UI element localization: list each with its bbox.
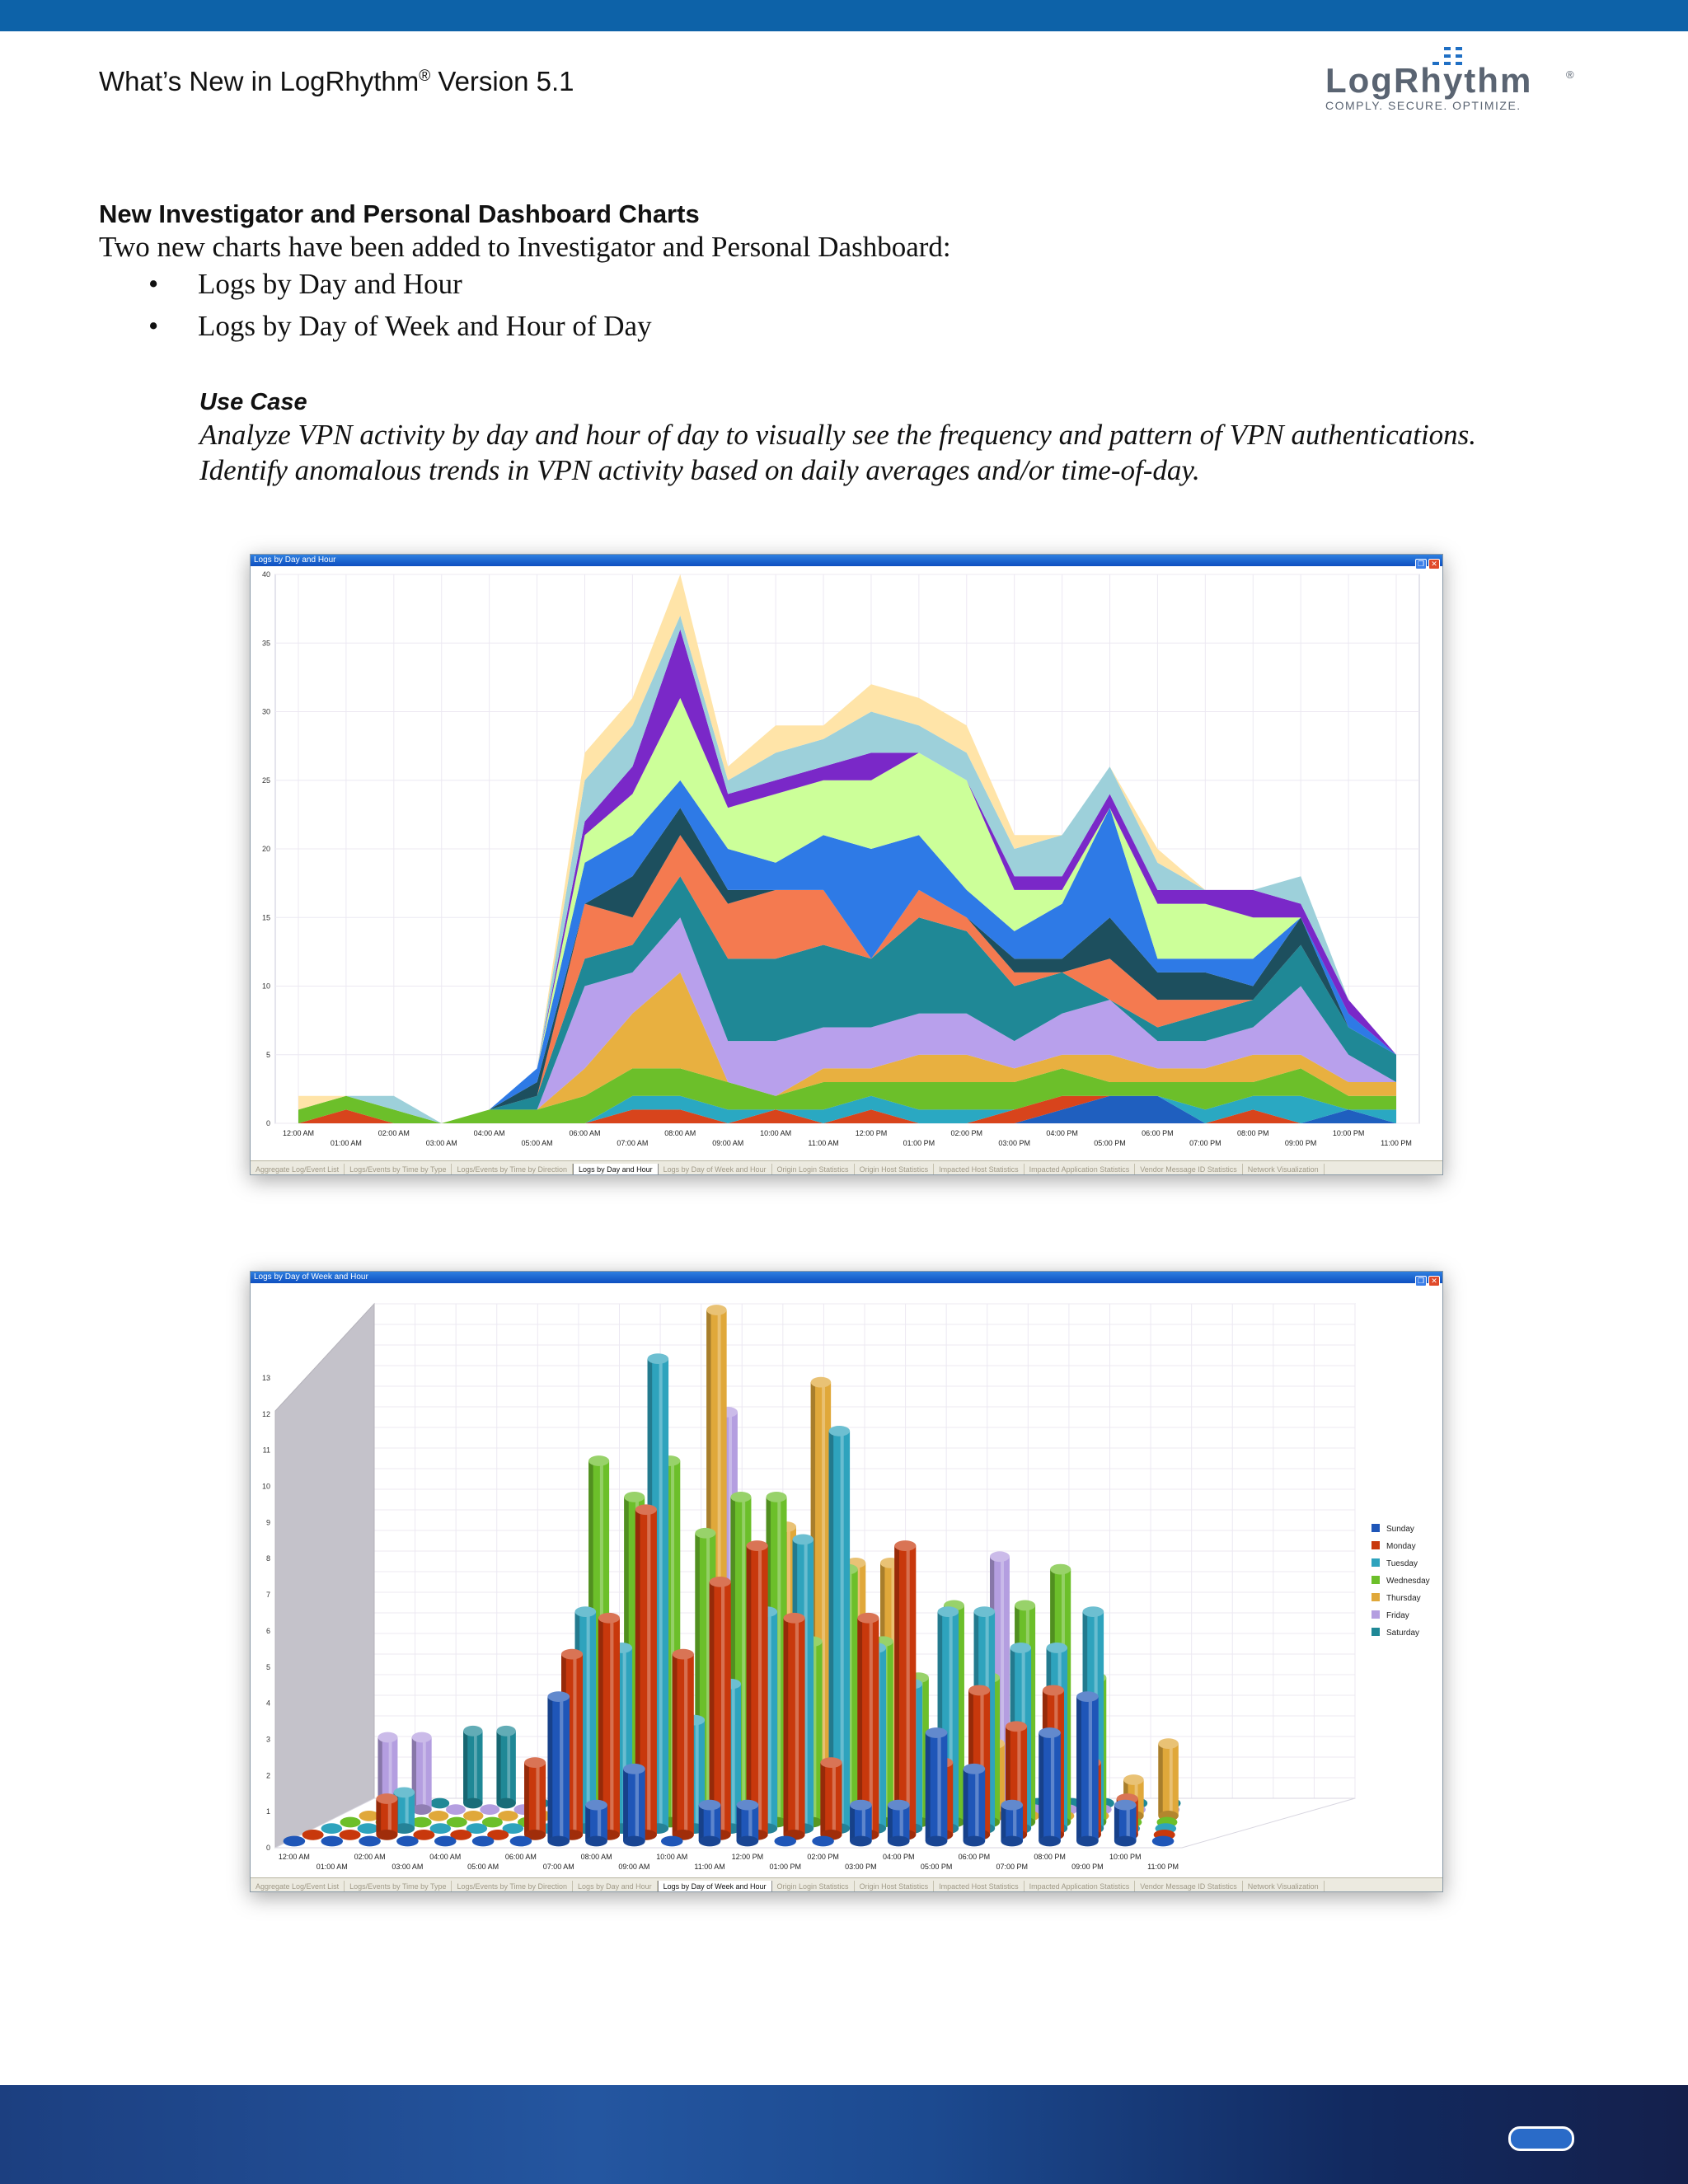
- cylinder-bar-sunday: [510, 1836, 532, 1847]
- cylinder-bar-sunday: [1076, 1691, 1099, 1846]
- header-version: Version 5.1: [430, 66, 574, 96]
- use-case-description-line: Analyze VPN activity by day and hour of day to visually see the frequency and pattern of VPN authentications.: [199, 419, 1477, 451]
- pill-decoration-icon: [1508, 2126, 1574, 2151]
- logo-wordmark: LogRhythm: [1325, 61, 1533, 100]
- x-tick-label: 04:00 PM: [1046, 1129, 1078, 1137]
- x-tick-label: 03:00 PM: [998, 1139, 1030, 1147]
- x-tick-label: 02:00 AM: [377, 1129, 410, 1137]
- tab-origin-login-statistics[interactable]: Origin Login Statistics: [772, 1164, 855, 1174]
- legend-swatch: [1372, 1628, 1380, 1636]
- tab-impacted-host-statistics[interactable]: Impacted Host Statistics: [934, 1881, 1025, 1891]
- legend-swatch: [1372, 1524, 1380, 1532]
- cylinder-bar-sunday: [964, 1764, 986, 1846]
- bullet-text: Logs by Day of Week and Hour of Day: [198, 310, 652, 342]
- tab-impacted-host-statistics[interactable]: Impacted Host Statistics: [934, 1164, 1025, 1174]
- restore-icon[interactable]: ❐: [1415, 1276, 1427, 1286]
- x-tick-label: 08:00 AM: [664, 1129, 696, 1137]
- tab-origin-login-statistics[interactable]: Origin Login Statistics: [772, 1881, 855, 1891]
- x-tick-label: 05:00 PM: [1094, 1139, 1126, 1147]
- x-tick-label: 02:00 PM: [807, 1853, 839, 1861]
- cylinder-bar-sunday: [396, 1836, 419, 1847]
- x-tick-label: 12:00 AM: [282, 1129, 315, 1137]
- y-tick-label: 1: [265, 1807, 270, 1816]
- x-tick-label: 01:00 AM: [330, 1139, 362, 1147]
- cylinder-bar-monday: [747, 1540, 768, 1840]
- cylinder-bar-friday: [446, 1804, 466, 1815]
- x-tick-label: 12:00 PM: [855, 1129, 888, 1137]
- logs-by-day-of-week-and-hour-window: [250, 1271, 1443, 1892]
- tab-logs-by-day-of-week-and-hour[interactable]: Logs by Day of Week and Hour: [658, 1881, 772, 1891]
- top-banner: [0, 0, 1688, 31]
- x-tick-label: 03:00 PM: [845, 1863, 877, 1871]
- cylinder-bar-monday: [524, 1757, 546, 1840]
- x-tick-label: 11:00 AM: [694, 1863, 725, 1871]
- close-icon[interactable]: ✕: [1428, 559, 1440, 569]
- tab-vendor-message-id-statistics[interactable]: Vendor Message ID Statistics: [1135, 1881, 1243, 1891]
- tab-network-visualization[interactable]: Network Visualization: [1243, 1164, 1325, 1174]
- tab-logs-events-by-time-by-direction[interactable]: Logs/Events by Time by Direction: [452, 1881, 573, 1891]
- legend-swatch: [1372, 1593, 1380, 1601]
- cylinder-bar-friday: [412, 1732, 432, 1815]
- y-tick-label: 40: [261, 570, 270, 579]
- y-tick-label: 10: [261, 982, 270, 991]
- legend-swatch: [1372, 1558, 1380, 1567]
- logrhythm-logo: [1319, 45, 1582, 120]
- cylinder-bar-sunday: [359, 1836, 381, 1847]
- x-tick-label: 04:00 AM: [429, 1853, 462, 1861]
- cylinder-bar-thursday: [429, 1811, 448, 1821]
- window-titlebar: [251, 555, 1442, 566]
- cylinder-bar-sunday: [737, 1800, 759, 1847]
- y-tick-label: 0: [265, 1119, 270, 1127]
- tab-aggregate-log-event-list[interactable]: Aggregate Log/Event List: [251, 1164, 345, 1174]
- cylinder-bar-wednesday: [340, 1817, 361, 1828]
- y-tick-label: 13: [261, 1374, 270, 1382]
- x-tick-label: 03:00 AM: [392, 1863, 424, 1871]
- cylinder-bar-monday: [820, 1757, 842, 1840]
- x-tick-label: 12:00 AM: [278, 1853, 310, 1861]
- x-tick-label: 01:00 PM: [903, 1139, 935, 1147]
- x-tick-label: 08:00 PM: [1034, 1853, 1066, 1861]
- y-tick-label: 0: [265, 1844, 270, 1852]
- x-tick-label: 05:00 AM: [521, 1139, 553, 1147]
- use-case-title: Use Case: [199, 389, 307, 415]
- y-tick-label: 5: [265, 1662, 270, 1671]
- tab-logs-events-by-time-by-type[interactable]: Logs/Events by Time by Type: [345, 1164, 452, 1174]
- y-tick-label: 10: [261, 1482, 270, 1491]
- cylinder-bar-wednesday: [447, 1817, 467, 1828]
- x-tick-label: 06:00 AM: [569, 1129, 601, 1137]
- x-tick-label: 08:00 PM: [1236, 1129, 1269, 1137]
- y-tick-label: 15: [261, 913, 270, 922]
- x-tick-label: 01:00 PM: [769, 1863, 802, 1871]
- cylinder-bar-sunday: [623, 1764, 645, 1846]
- y-tick-label: 25: [261, 776, 270, 785]
- bullet-icon: •: [148, 310, 159, 342]
- x-tick-label: 01:00 AM: [316, 1863, 348, 1871]
- legend-swatch: [1372, 1541, 1380, 1549]
- x-tick-label: 08:00 AM: [580, 1853, 612, 1861]
- cylinder-bar-saturday: [463, 1726, 482, 1808]
- y-tick-label: 20: [261, 845, 270, 853]
- cylinder-bar-sunday: [1152, 1836, 1175, 1847]
- bottom-banner: [0, 2085, 1688, 2184]
- x-tick-label: 05:00 AM: [467, 1863, 499, 1871]
- cylinder-bar-tuesday: [358, 1823, 379, 1834]
- y-tick-label: 12: [261, 1409, 270, 1418]
- y-tick-label: 8: [265, 1554, 270, 1563]
- x-tick-label: 10:00 PM: [1332, 1129, 1365, 1137]
- cylinder-bar-monday: [784, 1613, 805, 1840]
- y-tick-label: 3: [265, 1735, 270, 1744]
- x-tick-label: 04:00 PM: [882, 1853, 915, 1861]
- tab-origin-host-statistics[interactable]: Origin Host Statistics: [855, 1881, 935, 1891]
- tab-logs-by-day-and-hour[interactable]: Logs by Day and Hour: [573, 1881, 658, 1891]
- legend-label: Tuesday: [1386, 1559, 1418, 1568]
- chart-legend: [1372, 1524, 1430, 1638]
- cylinder-bar-sunday: [774, 1836, 796, 1847]
- section-title: New Investigator and Personal Dashboard Charts: [99, 199, 700, 228]
- cylinder-bar-monday: [340, 1830, 361, 1840]
- dashboard-tab-strip: [251, 1877, 1442, 1891]
- cylinder-bar-sunday: [284, 1836, 306, 1847]
- section-intro: Two new charts have been added to Investigator and Personal Dashboard:: [99, 231, 951, 263]
- bullet-text: Logs by Day and Hour: [198, 268, 462, 300]
- cylinder-bar-sunday: [547, 1691, 570, 1846]
- x-tick-label: 07:00 PM: [1189, 1139, 1221, 1147]
- cylinder-bar-sunday: [585, 1800, 607, 1847]
- bullet-icon: •: [148, 268, 159, 300]
- x-tick-label: 09:00 AM: [618, 1863, 650, 1871]
- cylinder-bar-monday: [302, 1830, 324, 1840]
- left-wall: [275, 1304, 374, 1848]
- tab-impacted-application-statistics[interactable]: Impacted Application Statistics: [1025, 1881, 1136, 1891]
- x-tick-label: 06:00 PM: [1142, 1129, 1174, 1137]
- x-tick-label: 03:00 AM: [425, 1139, 457, 1147]
- bullet-item: [148, 268, 462, 301]
- legend-swatch: [1372, 1576, 1380, 1584]
- x-tick-label: 05:00 PM: [920, 1863, 953, 1871]
- x-tick-label: 11:00 PM: [1381, 1139, 1412, 1147]
- trademark-symbol: ®: [419, 68, 431, 85]
- cylinder-bar-sunday: [926, 1727, 948, 1846]
- cylinder-bar-tuesday: [321, 1823, 343, 1834]
- legend-label: Saturday: [1386, 1629, 1420, 1638]
- tab-network-visualization[interactable]: Network Visualization: [1243, 1881, 1325, 1891]
- x-tick-label: 10:00 AM: [656, 1853, 688, 1861]
- legend-label: Wednesday: [1386, 1577, 1430, 1586]
- tab-logs-events-by-time-by-direction[interactable]: Logs/Events by Time by Direction: [452, 1164, 573, 1174]
- logo-registered-mark: ®: [1566, 68, 1574, 81]
- cylinder-bar-sunday: [699, 1800, 721, 1847]
- y-tick-label: 7: [265, 1591, 270, 1600]
- tab-aggregate-log-event-list[interactable]: Aggregate Log/Event List: [251, 1881, 345, 1891]
- legend-label: Thursday: [1386, 1594, 1421, 1603]
- cylinder-bar-monday: [673, 1649, 694, 1840]
- cylinder-bar-sunday: [661, 1836, 683, 1847]
- y-tick-label: 11: [262, 1446, 270, 1455]
- logo-tagline: COMPLY. SECURE. OPTIMIZE.: [1325, 99, 1522, 112]
- x-tick-label: 10:00 AM: [760, 1129, 792, 1137]
- cylinder-bar-sunday: [888, 1800, 910, 1847]
- y-tick-label: 35: [261, 639, 270, 648]
- cylinder-bar-thursday: [463, 1811, 483, 1821]
- y-tick-label: 9: [265, 1518, 270, 1527]
- x-tick-label: 10:00 PM: [1109, 1853, 1142, 1861]
- cylinder-bar-saturday: [430, 1798, 449, 1809]
- dashboard-tab-strip: [251, 1160, 1442, 1174]
- window-title: Logs by Day of Week and Hour: [254, 1272, 368, 1282]
- close-icon[interactable]: ✕: [1428, 1276, 1440, 1286]
- window-title: Logs by Day and Hour: [254, 555, 336, 565]
- x-tick-label: 09:00 AM: [712, 1139, 744, 1147]
- x-tick-label: 09:00 PM: [1071, 1863, 1104, 1871]
- x-tick-label: 07:00 AM: [617, 1139, 649, 1147]
- tab-logs-events-by-time-by-type[interactable]: Logs/Events by Time by Type: [345, 1881, 452, 1891]
- cylinder-bar-sunday: [472, 1836, 495, 1847]
- y-tick-label: 6: [265, 1626, 270, 1635]
- header-title-text: What’s New in LogRhythm: [99, 66, 420, 96]
- tab-origin-host-statistics[interactable]: Origin Host Statistics: [855, 1164, 935, 1174]
- cylinder-bar-saturday: [496, 1726, 515, 1808]
- x-tick-label: 02:00 PM: [950, 1129, 983, 1137]
- tab-logs-by-day-and-hour[interactable]: Logs by Day and Hour: [573, 1164, 659, 1174]
- logs-by-day-and-hour-window: [250, 554, 1443, 1175]
- x-tick-label: 04:00 AM: [473, 1129, 505, 1137]
- cylinder-bar-sunday: [321, 1836, 343, 1847]
- restore-icon[interactable]: ❐: [1415, 559, 1427, 569]
- cylinder-bar-sunday: [434, 1836, 457, 1847]
- cylinder-bar-sunday: [812, 1836, 834, 1847]
- tab-vendor-message-id-statistics[interactable]: Vendor Message ID Statistics: [1135, 1164, 1243, 1174]
- x-tick-label: 07:00 AM: [542, 1863, 574, 1871]
- y-tick-label: 2: [265, 1771, 270, 1780]
- bullet-item: [148, 310, 652, 343]
- legend-label: Friday: [1386, 1611, 1409, 1620]
- use-case-description-line: Identify anomalous trends in VPN activity based on daily averages and/or time-of-day.: [199, 454, 1200, 486]
- cylinder-bar-monday: [376, 1793, 397, 1840]
- legend-label: Sunday: [1386, 1525, 1414, 1534]
- y-tick-label: 30: [261, 707, 270, 716]
- x-tick-label: 11:00 AM: [808, 1139, 839, 1147]
- cylinder-bar-sunday: [1114, 1800, 1137, 1847]
- document-header-title: [99, 66, 574, 97]
- cylinder-bar-monday: [894, 1540, 916, 1840]
- x-tick-label: 09:00 PM: [1284, 1139, 1317, 1147]
- x-tick-label: 07:00 PM: [996, 1863, 1029, 1871]
- legend-label: Monday: [1386, 1542, 1416, 1551]
- y-tick-label: 4: [265, 1699, 270, 1708]
- tab-logs-by-day-of-week-and-hour[interactable]: Logs by Day of Week and Hour: [659, 1164, 772, 1174]
- cylinder-bar-thursday: [1158, 1738, 1178, 1821]
- x-tick-label: 02:00 AM: [354, 1853, 386, 1861]
- x-tick-label: 06:00 PM: [958, 1853, 991, 1861]
- cylinder-bar-sunday: [1039, 1727, 1061, 1846]
- y-tick-label: 5: [265, 1050, 270, 1059]
- cylinder-bar-sunday: [1001, 1800, 1023, 1847]
- legend-swatch: [1372, 1610, 1380, 1619]
- x-tick-label: 06:00 AM: [504, 1853, 537, 1861]
- cylinder-bar-sunday: [850, 1800, 872, 1847]
- 3d-cylinder-bar-chart: [251, 1283, 1442, 1878]
- x-tick-label: 12:00 PM: [731, 1853, 764, 1861]
- cylinder-bar-thursday: [359, 1811, 379, 1821]
- window-titlebar: [251, 1272, 1442, 1283]
- x-tick-label: 11:00 PM: [1147, 1863, 1179, 1871]
- cylinder-bar-friday: [480, 1804, 499, 1815]
- stacked-area-chart: [251, 566, 1442, 1161]
- tab-impacted-application-statistics[interactable]: Impacted Application Statistics: [1025, 1164, 1136, 1174]
